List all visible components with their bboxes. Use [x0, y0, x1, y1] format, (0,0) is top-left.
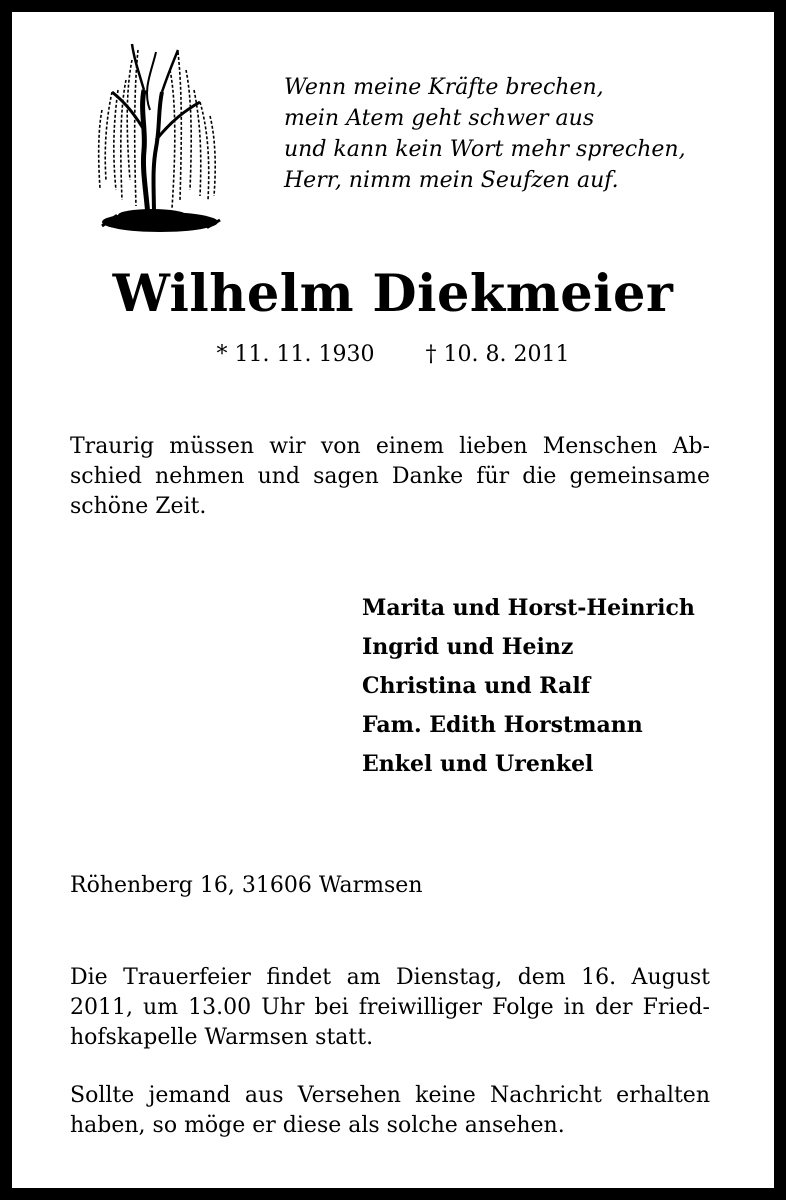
address: [70, 871, 710, 901]
funeral-line: Die Trauerfeier findet am Dienstag, dem 16. August: [70, 965, 710, 990]
birth-date: * 11. 11. 1930: [216, 342, 375, 367]
message-line: Traurig müssen wir von einem lieben Menschen Ab-: [70, 434, 710, 459]
funeral-line: hofskapelle Warmsen statt.: [70, 1025, 374, 1050]
poem-line: Wenn meine Kräfte brechen,: [284, 75, 604, 100]
message-line: schied nehmen und sagen Danke für die gemeinsame: [70, 464, 710, 489]
mourners-list: [362, 589, 695, 784]
address-line: Röhenberg 16, 31606 Warmsen: [70, 873, 423, 898]
note-line: haben, so möge er diese als solche ansehen.: [70, 1113, 565, 1138]
poem-line: und kann kein Wort mehr sprechen,: [284, 137, 686, 162]
poem-line: mein Atem geht schwer aus: [284, 106, 595, 131]
mourner-name: Christina und Ralf: [362, 673, 591, 699]
notification-note: [70, 1081, 710, 1141]
mourner-name: Marita und Horst-Heinrich: [362, 595, 695, 621]
farewell-message: [70, 432, 710, 522]
poem-verse: [284, 72, 686, 196]
poem-line: Herr, nimm mein Seufzen auf.: [284, 168, 619, 193]
weeping-willow-icon: [82, 30, 232, 240]
mourner-name: Ingrid und Heinz: [362, 634, 574, 660]
life-dates: [12, 342, 774, 367]
note-line: Sollte jemand aus Versehen keine Nachricht erhalten: [70, 1083, 710, 1108]
funeral-line: 2011, um 13.00 Uhr bei freiwilliger Folge in der Fried-: [70, 995, 710, 1020]
deceased-name: Wilhelm Diekmeier: [112, 264, 674, 324]
mourner-name: Enkel und Urenkel: [362, 751, 594, 777]
death-date: † 10. 8. 2011: [425, 342, 570, 367]
funeral-info: [70, 963, 710, 1053]
message-line: schöne Zeit.: [70, 494, 207, 519]
mourner-name: Fam. Edith Horstmann: [362, 712, 643, 738]
